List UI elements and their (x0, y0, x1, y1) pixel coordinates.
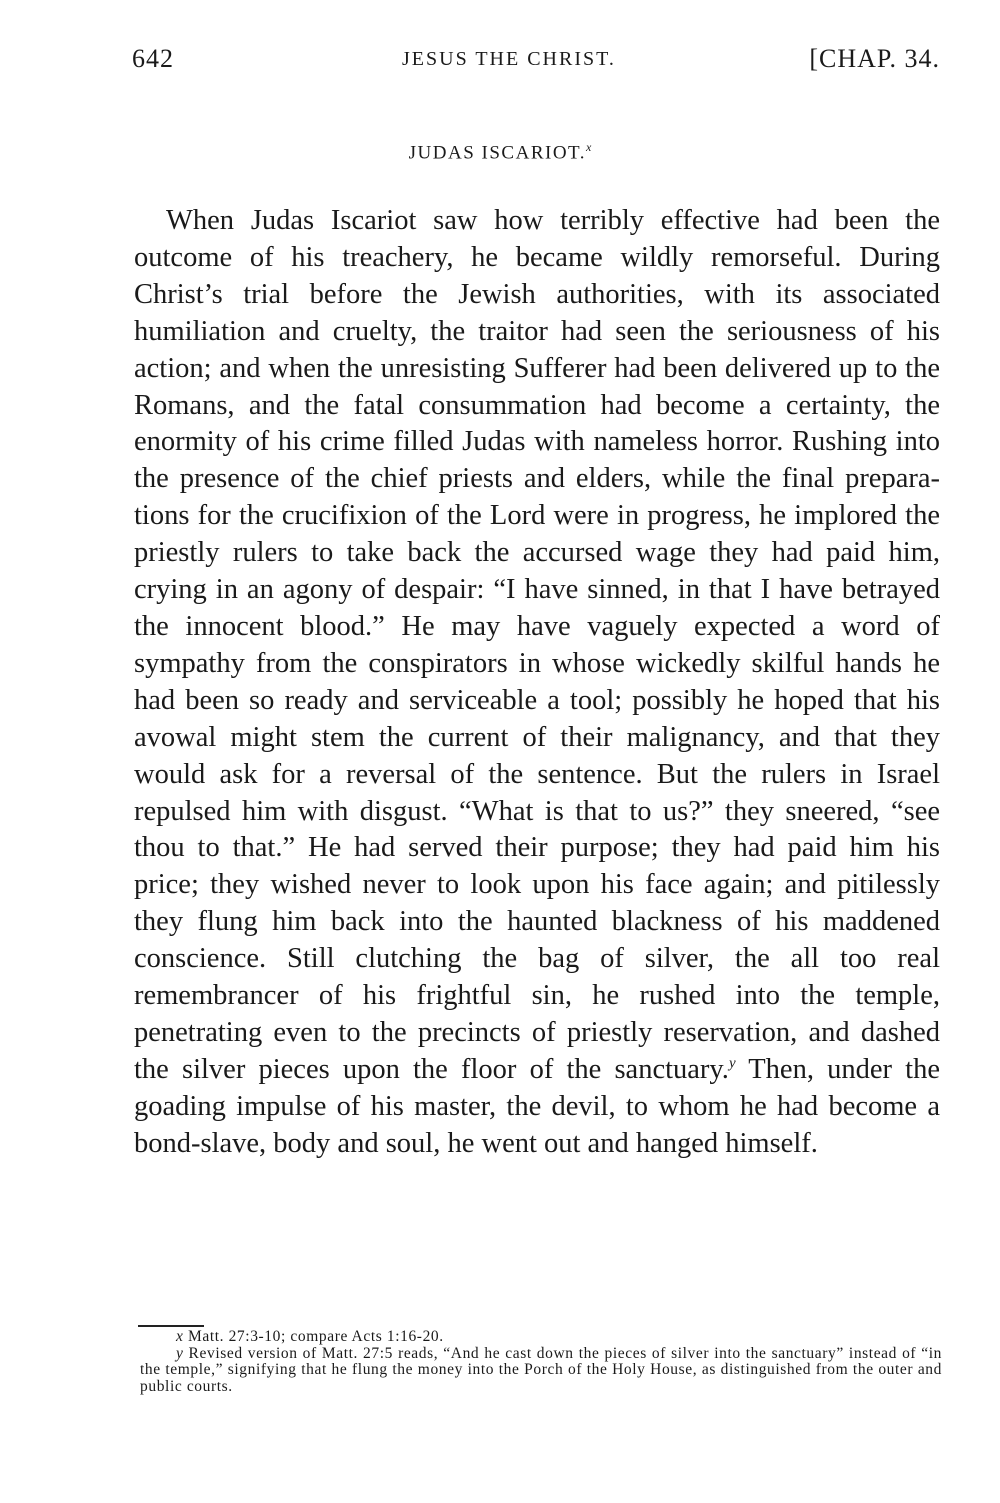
footnote-divider (138, 1325, 204, 1327)
body-paragraph (134, 203, 940, 1163)
footnote-x-marker: x (176, 1328, 184, 1345)
footnote-marker-y: y (728, 1055, 736, 1072)
section-heading-text: JUDAS ISCARIOT. (408, 142, 586, 164)
book-title: JESUS THE CHRIST. (402, 48, 616, 70)
footnote-y-marker: y (176, 1344, 184, 1362)
chapter-reference: [CHAP. 34. (809, 44, 940, 73)
body-paragraph-part-2: Then, under the goading impulse of his master, the devil, to whom he had become a bond-slave, body and soul, he went out and hanged himself. (134, 1053, 940, 1159)
running-head (132, 44, 940, 84)
footnote-x (140, 1329, 942, 1346)
footnote-y (140, 1346, 942, 1396)
footnote-y-text: Revised version of Matt. 27:5 reads, “And he cast down the pieces of silver into the sanctuary” instead of “in the temple,” signifying that he flung the money into the Porch of the Holy House, as distinguished from the outer and public courts. (140, 1344, 942, 1395)
page-number: 642 (132, 44, 174, 73)
section-heading (0, 140, 1000, 164)
body-paragraph-part-1: When Judas Iscariot saw how terribly effective had been the outcome of his treachery, he became wildly remorseful. During Christ’s trial before the Jewish authorities, with its associated humiliation and cruelty, the traitor had seen the seriousness of his action; and when the unresisting Sufferer had been delivered up to the Romans, and the fatal consummation had become a certainty, the enormity of his crime filled Judas with nameless horror. Rushing into the presence of the chief priests and elders, while the final preparations for the crucifixion of the Lord were in progress, he implored the priestly rulers to take back the accursed wage they had paid him, crying in an agony of despair: “I have sinned, in that I have betrayed the innocent blood.” He may have vaguely expected a word of sympathy from the conspirators in whose wickedly skilful hands he had been so ready and serviceable a tool; possibly he hoped that his avowal might stem the current of their malignancy, and that they would ask for a reversal of the sentence. But the rulers in Israel repulsed him with disgust. “What is that to us?” they sneered, “see thou to that.” He had served their purpose; they had paid him his price; they wished never to look upon his face again; and pitilessly they flung him back into the haunted blackness of his maddened conscience. Still clutching the bag of silver, the all too real remembrancer of his frightful sin, he rushed into the temple, penetrating even to the precincts of priestly reservation, and dashed the silver pieces upon the floor of the sanctuary. (134, 205, 940, 1085)
footnote-marker-x: x (586, 140, 592, 154)
footnote-x-text: Matt. 27:3-10; compare Acts 1:16-20. (183, 1328, 444, 1345)
footnotes (140, 1329, 942, 1395)
